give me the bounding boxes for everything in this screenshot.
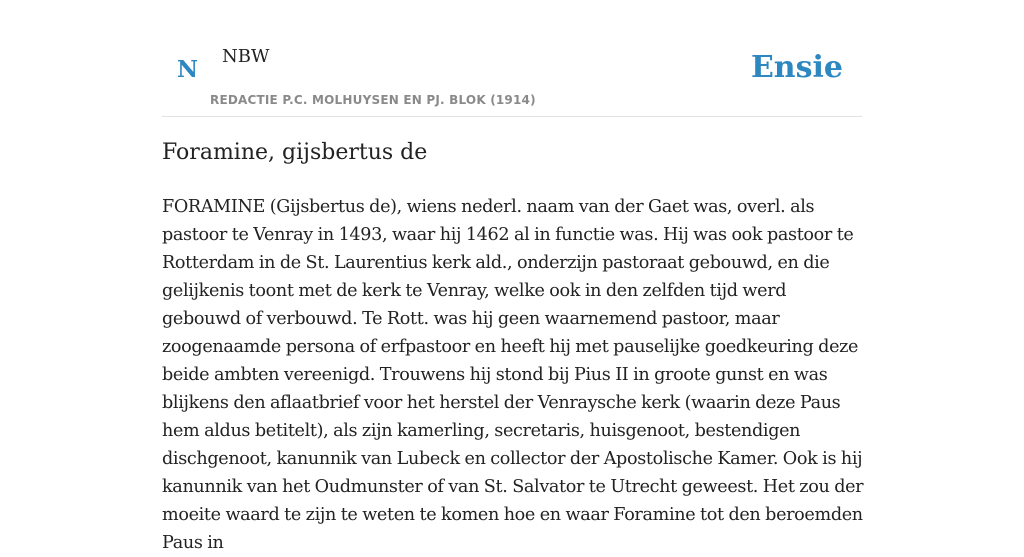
page-header (162, 0, 862, 117)
brand-logo-link[interactable]: Ensie (750, 50, 843, 85)
source-logo[interactable]: N (177, 56, 199, 83)
source-name[interactable]: NBW (222, 46, 270, 67)
article-title: Foramine, gijsbertus de (162, 140, 428, 165)
article-body: FORAMINE (Gijsbertus de), wiens nederl. naam van der Gaet was, overl. als pastoor te Venray in 1493, waar hij 1462 al in functie was. Hij was ook pastoor te Rotterdam in de St. Laurentius kerk ald., onderzijn pastoraat gebouwd, en die gelijkenis toont met de kerk te Venray, welke ook in den zelfden tijd werd gebouwd of verbouwd. Te Rott. was hij geen waarnemend pastoor, maar zoogenaamde persona of erfpastoor en heeft hij met pauselijke goedkeuring deze beide ambten vereenigd. Trouwens hij stond bij Pius II in groote gunst en was blijkens den aflaatbrief voor het herstel der Venraysche kerk (waarin deze Paus hem aldus betitelt), als zijn kamerling, secretaris, huisgenoot, bestendigen dischgenoot, kanunnik van Lubeck en collector der Apostolische Kamer. Ook is hij kanunnik van het Oudmunster of van St. Salvator te Utrecht geweest. Het zou der moeite waard te zijn te weten te komen hoe en waar Foramine tot den beroemden Paus in (162, 197, 864, 553)
source-subtitle: REDACTIE P.C. MOLHUYSEN EN PJ. BLOK (1914) (210, 93, 536, 107)
